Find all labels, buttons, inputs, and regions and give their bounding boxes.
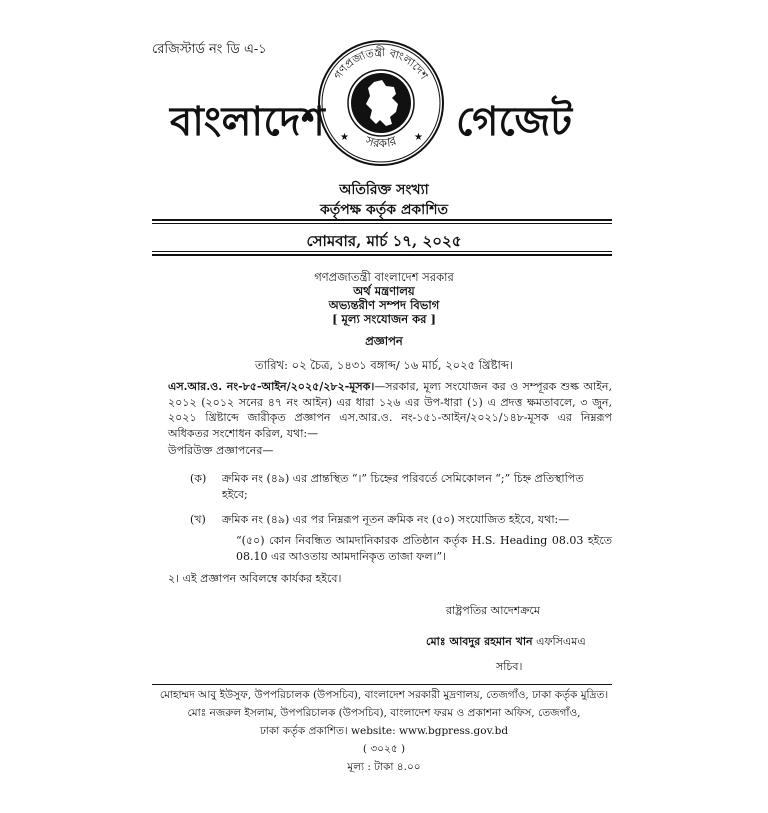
footer-divider	[152, 684, 612, 685]
ministry-name: অর্থ মন্ত্রণালয়	[353, 284, 415, 298]
extraordinary-issue: অতিরিক্ত সংখ্যা	[339, 182, 429, 198]
notification-paragraph-1	[168, 379, 612, 441]
signatory-suffix: এফসিএমএ	[532, 635, 586, 648]
header-divider-top	[152, 219, 612, 221]
gazette-title-left: বাংলাদেশ	[170, 98, 326, 145]
footer-issue-number: ( ৩০২৫ )	[362, 743, 406, 755]
header-divider-bottom-thin	[152, 251, 612, 252]
gazette-date: সোমবার, মার্চ ১৭, ২০২৫	[306, 232, 462, 250]
government-seal-icon	[316, 38, 446, 168]
government-name: গণপ্রজাতন্ত্রী বাংলাদেশ সরকার	[314, 270, 454, 284]
item-ka-text: ক্রমিক নং (৪৯) এর প্রান্তস্থিত “।” চিহ্নের পরিবর্তে সেমিকোলন “;” চিহ্ন প্রতিস্থাপিত হইবে;	[222, 472, 584, 501]
signatory-designation: সচিব।	[496, 660, 523, 673]
notification-title: প্রজ্ঞাপন	[365, 334, 403, 348]
notification-date: তারিখ: ০২ চৈত্র, ১৪৩১ বঙ্গাব্দ/ ১৬ মার্চ, ২০২৫ খ্রিষ্টাব্দ।	[254, 358, 514, 372]
seal-text-bottom: সরকার	[363, 133, 399, 151]
svg-text:★: ★	[414, 132, 423, 143]
svg-text:★: ★	[340, 132, 349, 143]
item-kha-text: ক্রমিক নং (৪৯) এর পর নিম্নরূপ নূতন ক্রমিক নং (৫০) সংযোজিত হইবে, যথা:—	[222, 513, 570, 526]
inserted-serial-50: “(৫০) কোন নিবন্ধিত আমদানিকারক প্রতিষ্ঠান কর্তৃক H.S. Heading 08.03 হইতে 08.10 এর আওতায় আমদানিকৃত তাজা ফল।”।	[236, 534, 612, 563]
wing-name: [ মূল্য সংযোজন কর ]	[332, 312, 436, 326]
footer-printer-line: মোহাম্মদ আবু ইউসুফ, উপপরিচালক (উপসচিব), বাংলাদেশ সরকারী মুদ্রণালয়, তেজগাঁও, ঢাকা কর্তৃক মুদ্রিত।	[159, 689, 609, 701]
presidential-order: রাষ্ট্রপতির আদেশক্রমে	[446, 604, 540, 617]
division-name: অভ্যন্তরীণ সম্পদ বিভাগ	[328, 298, 440, 312]
footer-publisher-line: মোঃ নজরুল ইসলাম, উপপরিচালক (উপসচিব), বাংলাদেশ ফরম ও প্রকাশনা অফিস, তেজগাঁও,	[187, 707, 581, 719]
seal-text-top: গণপ্রজাতন্ত্রী বাংলাদেশ	[331, 45, 431, 82]
item-ka-label: (ক)	[190, 472, 207, 485]
signatory-name: মোঃ আবদুর রহমান খান	[426, 635, 533, 648]
registration-number: রেজিস্টার্ড নং ডি এ-১	[152, 42, 267, 57]
paragraph-1-text: —সরকার, মূল্য সংযোজন কর ও সম্পূরক শুল্ক আইন, ২০১২ (২০১২ সনের ৪৭ নং আইন) এর ধারা ১২৬ এর উপ-ধারা (১) এ প্রদত্ত ক্ষমতাবলে, ৩ জুন, ২০২১ খ্রিষ্টাব্দে জারীকৃত প্রজ্ঞাপন এস.আর.ও. নং-১৫১-আইন/২০২১/১৪৮-মূসক এর নিম্নরূপ অধিকতর সংশোধন করিল, যথা:—	[168, 380, 612, 440]
header-divider-bottom	[152, 254, 612, 256]
gazette-title-right: গেজেট	[456, 98, 573, 145]
footer-website-line: ঢাকা কর্তৃক প্রকাশিত। website: www.bgpress.gov.bd	[259, 725, 509, 737]
header-divider-top-thin	[152, 223, 612, 224]
footer-price: মূল্য : টাকা ৪.০০	[347, 761, 421, 773]
sro-number: এস.আর.ও. নং-৮৫-আইন/২০২৫/২৮২-মূসক।	[168, 380, 375, 393]
signatory	[426, 633, 586, 652]
notification-paragraph-3: ২। এই প্রজ্ঞাপন অবিলম্বে কার্যকর হইবে।	[168, 572, 342, 585]
notification-paragraph-2: উপরিউক্ত প্রজ্ঞাপনের—	[168, 444, 274, 457]
item-kha-label: (খ)	[190, 513, 206, 526]
published-by-authority: কর্তৃপক্ষ কর্তৃক প্রকাশিত	[319, 202, 449, 218]
